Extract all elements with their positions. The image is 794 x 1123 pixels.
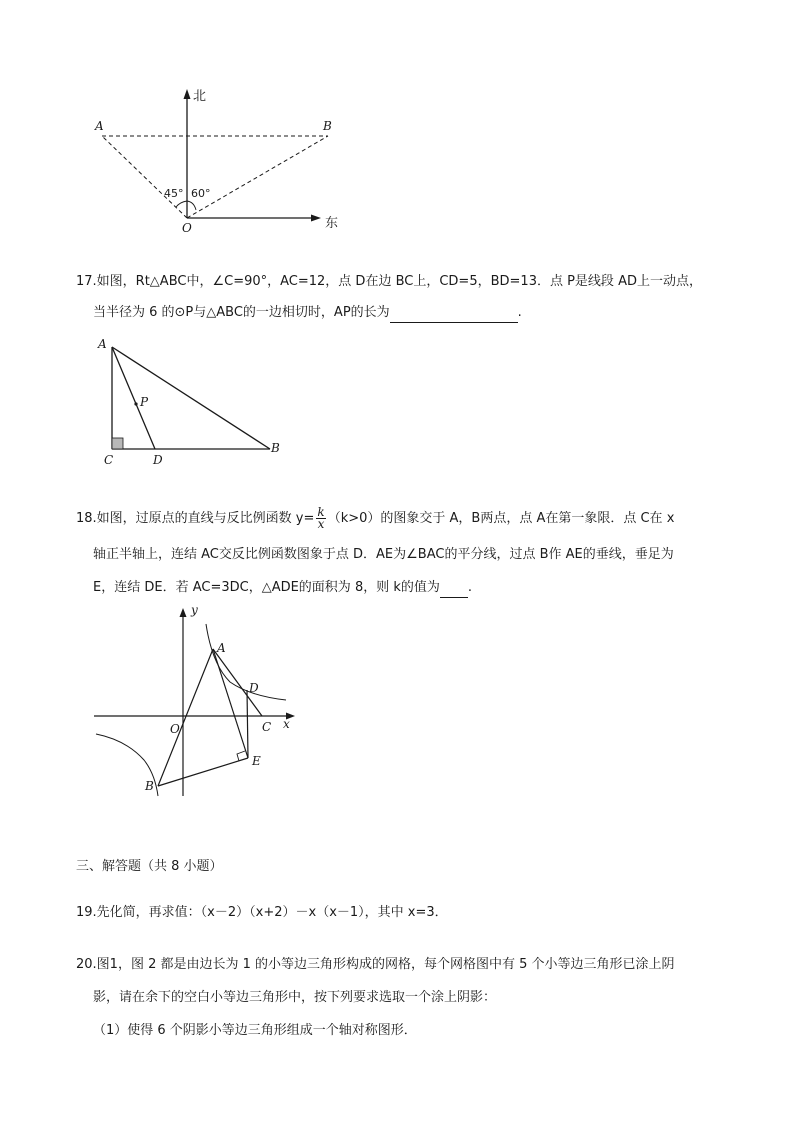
q17-line2: [93, 303, 522, 323]
figure-bearing: [90, 85, 350, 240]
label-angle-60: 60°: [191, 187, 211, 200]
label-B: B: [323, 119, 332, 133]
label-B: B: [271, 441, 280, 455]
label-D: D: [249, 681, 259, 695]
q18-line3: [93, 578, 472, 598]
segment-BE: [158, 758, 248, 786]
frac-denominator: x: [317, 517, 325, 531]
figure-q17: [95, 337, 295, 472]
north-arrowhead: [184, 89, 191, 99]
label-P: P: [140, 395, 149, 409]
label-north: 北: [193, 89, 207, 104]
label-x: x: [283, 717, 290, 731]
east-arrowhead: [311, 215, 321, 222]
q17-line2-end: .: [517, 305, 522, 320]
q20-line3: （1）使得 6 个阴影小等边三角形组成一个轴对称图形．: [93, 1023, 417, 1038]
angle-arc-left: [176, 201, 187, 207]
label-C: C: [262, 720, 272, 734]
q20-line1: 20.图1，图 2 都是由边长为 1 的小等边三角形构成的网格，每个网格图中有 5 个小等边三角形已涂上阴: [76, 957, 675, 972]
q20-line2: 影，请在余下的空白小等边三角形中，按下列要求选取一个涂上阴影：: [93, 990, 497, 1005]
q18-line3-end: .: [467, 580, 473, 595]
frac-numerator: k: [317, 505, 325, 519]
q17-answer-blank[interactable]: [390, 308, 518, 323]
q18-line3-text: E，连结 DE．若 AC=3DC，△ADE的面积为 8，则 k的值为: [93, 580, 440, 595]
q18-diagram-svg: [90, 600, 305, 800]
label-east: 东: [325, 216, 339, 231]
label-C: C: [104, 453, 114, 467]
label-B: B: [145, 779, 154, 793]
line-AB: [158, 649, 213, 786]
label-A: A: [217, 641, 226, 655]
q18-answer-blank[interactable]: [440, 583, 468, 598]
y-arrowhead: [180, 608, 187, 617]
q18-line1-a: 18.如图，过原点的直线与反比例函数 y=: [76, 511, 315, 526]
q18-line2: 轴正半轴上，连结 AC交反比例函数图象于点 D．AE为∠BAC的平分线，过点 B作 AE的垂线，垂足为: [93, 547, 674, 562]
figure-q18: [90, 600, 305, 800]
fraction-k-over-x: [316, 507, 325, 530]
bearing-diagram-svg: [90, 85, 350, 240]
angle-arc-right: [187, 201, 196, 210]
label-angle-45: 45°: [164, 187, 184, 200]
q17-diagram-svg: [95, 337, 295, 472]
q17-line2-text: 当半径为 6 的⊙P与△ABC的一边相切时，AP的长为: [93, 305, 390, 320]
segment-AE: [213, 649, 248, 758]
q19-text: 19.先化简，再求值：（x－2）（x+2）－x（x－1），其中 x=3．: [76, 905, 448, 920]
line-OB: [187, 136, 328, 218]
q17-line1: 17.如图，Rt△ABC中，∠C=90°，AC=12，点 D在边 BC上，CD=5，BD=13．点 P是线段 AD上一动点，: [76, 274, 702, 289]
segment-DE: [247, 690, 248, 758]
right-angle-mark: [112, 438, 123, 449]
label-A: A: [98, 337, 107, 351]
side-AB: [112, 347, 270, 449]
q18-line1: [76, 506, 674, 532]
label-y: y: [191, 603, 198, 617]
label-A: A: [95, 119, 104, 133]
line-OA: [102, 136, 187, 218]
label-D: D: [153, 453, 163, 467]
point-P: [134, 402, 137, 405]
label-E: E: [252, 754, 261, 768]
hyperbola-branch-1: [206, 624, 286, 700]
segment-AD: [112, 347, 155, 449]
label-O: O: [182, 221, 192, 235]
q18-line1-b: （k>0）的图象交于 A，B两点，点 A在第一象限．点 C在 x: [327, 511, 675, 526]
label-O: O: [170, 722, 180, 736]
section-heading: 三、解答题（共 8 小题）: [76, 859, 223, 874]
